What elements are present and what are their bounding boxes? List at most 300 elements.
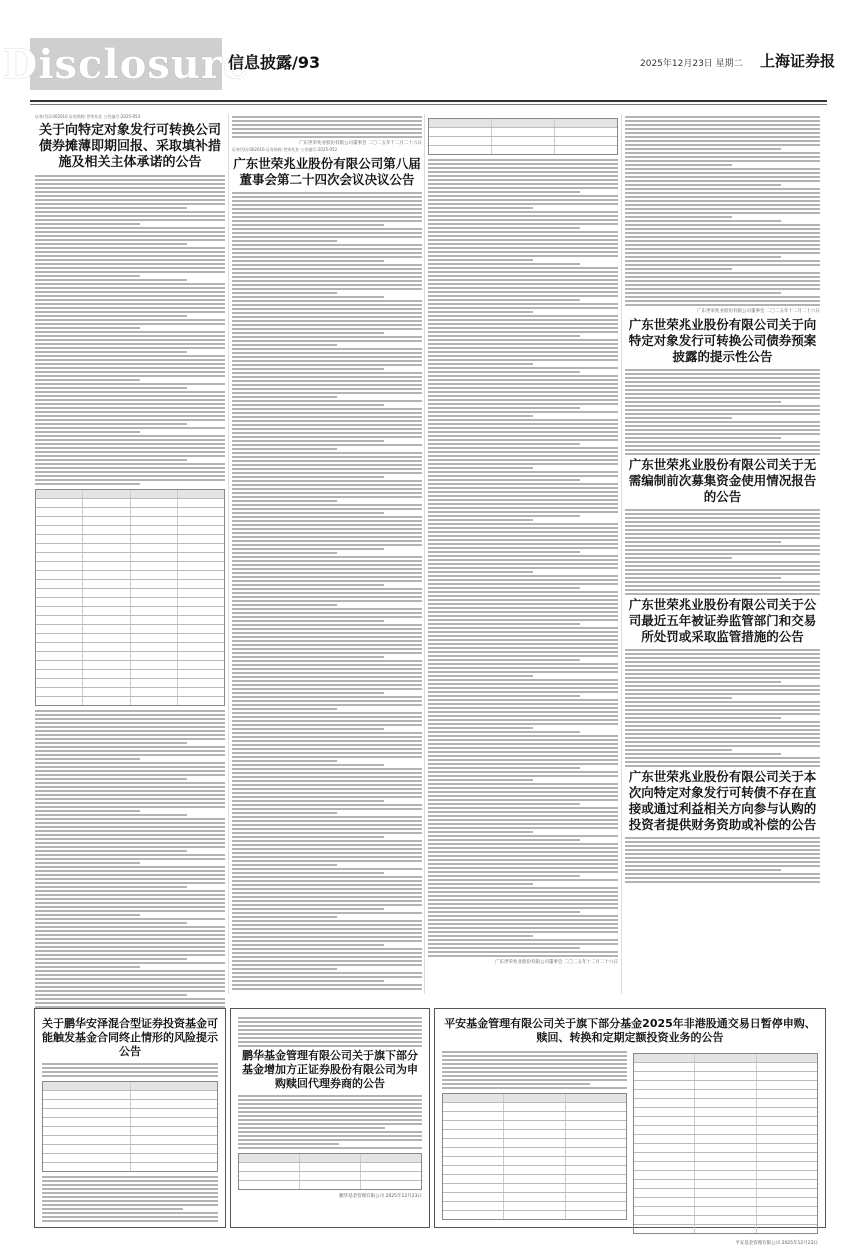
- table-row: [239, 1181, 421, 1189]
- table-cell: [83, 490, 130, 498]
- table-cell: [504, 1211, 565, 1219]
- text-line: [625, 837, 820, 839]
- text-line: [232, 224, 384, 226]
- text-line: [232, 268, 422, 270]
- table-row: [43, 1136, 217, 1145]
- table-cell: [131, 1091, 218, 1099]
- text-line: [232, 764, 384, 766]
- text-line: [35, 938, 225, 940]
- text-line: [238, 1095, 422, 1097]
- table-cell: [429, 146, 492, 154]
- table-cell: [634, 1054, 695, 1062]
- text-line: [428, 831, 533, 833]
- table-cell: [36, 670, 83, 678]
- text-line: [428, 815, 618, 817]
- table-cell: [178, 526, 224, 534]
- announcement-title: 广东世荣兆业股份有限公司关于无需编制前次募集资金使用情况报告的公告: [628, 457, 817, 504]
- text-line: [232, 600, 422, 602]
- text-line: [625, 877, 820, 879]
- text-line: [625, 861, 820, 863]
- text-line: [625, 208, 820, 210]
- text-line: [428, 459, 618, 461]
- text-line: [428, 191, 580, 193]
- table-row: [36, 526, 224, 535]
- table-row: [36, 553, 224, 562]
- text-line: [35, 483, 140, 485]
- text-line: [428, 727, 533, 729]
- table-row: [443, 1202, 626, 1211]
- table-cell: [83, 643, 130, 651]
- table-cell: [634, 1108, 695, 1116]
- text-line: [428, 779, 533, 781]
- text-line: [232, 684, 422, 686]
- text-line: [35, 774, 225, 776]
- table-cell: [131, 571, 178, 579]
- text-line: [625, 180, 820, 182]
- table-row: [634, 1216, 817, 1225]
- body-text: [625, 649, 820, 767]
- text-line: [35, 810, 140, 812]
- text-line: [625, 397, 820, 399]
- text-line: [35, 407, 225, 409]
- text-line: [625, 156, 820, 158]
- text-line: [428, 683, 618, 685]
- text-line: [232, 968, 337, 970]
- table-cell: [178, 616, 224, 624]
- text-line: [35, 443, 225, 445]
- text-line: [35, 886, 187, 888]
- text-line: [232, 720, 422, 722]
- text-line: [625, 413, 820, 415]
- text-line: [35, 770, 225, 772]
- text-line: [35, 894, 225, 896]
- text-line: [428, 263, 580, 265]
- text-line: [232, 888, 422, 890]
- text-line: [232, 784, 422, 786]
- text-line: [232, 896, 422, 898]
- text-line: [232, 260, 384, 262]
- table-cell: [443, 1175, 504, 1183]
- text-line: [232, 256, 422, 258]
- text-line: [232, 396, 337, 398]
- text-line: [35, 319, 225, 321]
- table-cell: [757, 1072, 817, 1080]
- table-cell: [131, 1109, 218, 1117]
- text-line: [625, 565, 820, 567]
- text-line: [625, 417, 732, 419]
- table-cell: [131, 697, 178, 705]
- text-line: [238, 1099, 422, 1101]
- text-line: [428, 799, 618, 801]
- text-line: [232, 580, 422, 582]
- table-row: [36, 643, 224, 652]
- table-cell: [178, 697, 224, 705]
- text-line: [625, 224, 820, 226]
- table-row: [36, 652, 224, 661]
- text-line: [625, 401, 781, 403]
- table-cell: [83, 679, 130, 687]
- text-line: [428, 387, 618, 389]
- text-line: [232, 852, 422, 854]
- text-line: [232, 532, 422, 534]
- text-line: [232, 704, 422, 706]
- text-line: [625, 385, 820, 387]
- page-header: [0, 0, 857, 95]
- text-line: [428, 703, 618, 705]
- table-cell: [757, 1117, 817, 1125]
- text-line: [428, 919, 618, 921]
- table-row: [443, 1130, 626, 1139]
- text-line: [428, 303, 618, 305]
- text-line: [625, 176, 820, 178]
- table-cell: [36, 625, 83, 633]
- text-line: [35, 463, 225, 465]
- table-cell: [83, 661, 130, 669]
- text-line: [232, 740, 422, 742]
- text-line: [35, 982, 225, 984]
- text-line: [428, 507, 618, 509]
- text-line: [232, 132, 422, 134]
- text-line: [428, 407, 580, 409]
- table-cell: [757, 1090, 817, 1098]
- text-line: [428, 843, 618, 845]
- text-line: [42, 1200, 218, 1202]
- text-line: [625, 136, 820, 138]
- table-row: [634, 1153, 817, 1162]
- text-line: [428, 895, 618, 897]
- text-line: [35, 387, 187, 389]
- text-line: [428, 367, 618, 369]
- table-cell: [757, 1081, 817, 1089]
- table-cell: [757, 1171, 817, 1179]
- text-line: [428, 323, 618, 325]
- text-line: [625, 549, 820, 551]
- text-line: [238, 1103, 422, 1105]
- text-line: [232, 208, 422, 210]
- text-line: [428, 231, 618, 233]
- text-line: [35, 211, 225, 213]
- text-line: [428, 379, 618, 381]
- text-line: [232, 636, 422, 638]
- table-cell: [634, 1063, 695, 1071]
- table-cell: [634, 1126, 695, 1134]
- text-line: [232, 448, 337, 450]
- text-line: [232, 676, 422, 678]
- table-row: [443, 1094, 626, 1103]
- column-2: [232, 114, 422, 992]
- table-cell: [178, 598, 224, 606]
- table-cell: [36, 697, 83, 705]
- table-cell: [131, 1082, 218, 1090]
- text-line: [35, 295, 225, 297]
- text-line: [35, 942, 225, 944]
- text-line: [428, 955, 618, 957]
- text-line: [625, 653, 820, 655]
- table-cell: [36, 571, 83, 579]
- table-cell: [504, 1148, 565, 1156]
- text-line: [428, 823, 618, 825]
- text-line: [232, 788, 422, 790]
- text-line: [35, 479, 225, 481]
- text-line: [428, 535, 618, 537]
- text-line: [232, 364, 422, 366]
- data-table: [42, 1081, 218, 1172]
- text-line: [35, 419, 225, 421]
- table-cell: [695, 1162, 756, 1170]
- table-cell: [131, 688, 178, 696]
- text-line: [35, 231, 225, 233]
- table-cell: [178, 670, 224, 678]
- text-line: [232, 280, 422, 282]
- table-row: [634, 1180, 817, 1189]
- text-line: [35, 395, 225, 397]
- text-line: [232, 596, 422, 598]
- table-cell: [83, 580, 130, 588]
- table-cell: [36, 598, 83, 606]
- text-line: [625, 717, 781, 719]
- text-line: [625, 168, 820, 170]
- text-line: [35, 802, 225, 804]
- text-line: [35, 898, 225, 900]
- text-line: [428, 859, 618, 861]
- text-line: [625, 216, 732, 218]
- text-line: [428, 519, 533, 521]
- text-line: [625, 204, 820, 206]
- text-line: [35, 1002, 225, 1004]
- table-cell: [492, 137, 555, 145]
- text-line: [428, 527, 618, 529]
- table-cell: [178, 553, 224, 561]
- text-line: [232, 772, 422, 774]
- text-line: [42, 1212, 218, 1214]
- text-line: [428, 383, 618, 385]
- body-text: [238, 1095, 422, 1149]
- text-line: [232, 204, 422, 206]
- text-line: [232, 488, 422, 490]
- text-line: [442, 1063, 627, 1065]
- text-line: [232, 528, 422, 530]
- text-line: [232, 648, 422, 650]
- text-line: [232, 512, 384, 514]
- text-line: [428, 923, 618, 925]
- text-line: [232, 376, 422, 378]
- text-line: [428, 687, 618, 689]
- text-line: [442, 1051, 627, 1053]
- section-title: 信息披露/93: [228, 53, 321, 72]
- table-cell: [43, 1109, 131, 1117]
- table-row: [36, 697, 224, 705]
- text-line: [232, 700, 422, 702]
- text-line: [35, 746, 225, 748]
- text-line: [232, 420, 422, 422]
- text-line: [35, 423, 187, 425]
- table-cell: [36, 526, 83, 534]
- table-cell: [757, 1144, 817, 1152]
- table-cell: [492, 128, 555, 136]
- announcement-title: 关于鹏华安泽混合型证券投资基金可能触发基金合同终止情形的风险提示公告: [42, 1017, 218, 1058]
- text-line: [232, 892, 422, 894]
- text-line: [428, 483, 618, 485]
- table-cell: [634, 1153, 695, 1161]
- text-line: [232, 416, 422, 418]
- table-row: [43, 1145, 217, 1154]
- table-cell: [443, 1211, 504, 1219]
- table-cell: [634, 1162, 695, 1170]
- text-line: [35, 742, 187, 744]
- table-cell: [239, 1172, 300, 1180]
- column-3: [428, 114, 618, 966]
- text-line: [232, 652, 422, 654]
- text-line: [232, 336, 422, 338]
- table-cell: [131, 634, 178, 642]
- table-cell: [757, 1207, 817, 1215]
- text-line: [428, 451, 618, 453]
- text-line: [625, 573, 820, 575]
- text-line: [232, 408, 422, 410]
- text-line: [232, 232, 422, 234]
- text-line: [232, 904, 422, 906]
- text-line: [625, 276, 820, 278]
- text-line: [35, 986, 225, 988]
- text-line: [232, 964, 422, 966]
- text-line: [428, 787, 618, 789]
- table-cell: [131, 643, 178, 651]
- table-cell: [131, 517, 178, 525]
- text-line: [232, 320, 422, 322]
- text-line: [35, 962, 225, 964]
- text-line: [238, 1025, 422, 1027]
- text-line: [232, 836, 384, 838]
- table-cell: [695, 1225, 756, 1233]
- text-line: [625, 529, 820, 531]
- text-line: [428, 939, 618, 941]
- text-line: [232, 436, 422, 438]
- text-line: [42, 1196, 218, 1198]
- text-line: [428, 395, 618, 397]
- text-line: [428, 911, 580, 913]
- text-line: [625, 429, 820, 431]
- text-line: [232, 944, 384, 946]
- table-cell: [36, 535, 83, 543]
- table-cell: [504, 1121, 565, 1129]
- column-divider: [424, 114, 425, 994]
- data-table: [238, 1153, 422, 1190]
- text-line: [35, 403, 225, 405]
- text-line: [232, 808, 422, 810]
- table-cell: [131, 670, 178, 678]
- text-line: [232, 760, 337, 762]
- table-cell: [178, 562, 224, 570]
- text-line: [35, 195, 225, 197]
- table-cell: [566, 1184, 626, 1192]
- table-cell: [695, 1180, 756, 1188]
- table-row: [43, 1091, 217, 1100]
- table-cell: [504, 1130, 565, 1138]
- table-cell: [443, 1139, 504, 1147]
- table-cell: [634, 1072, 695, 1080]
- text-line: [42, 1184, 218, 1186]
- table-cell: [131, 562, 178, 570]
- text-line: [232, 900, 422, 902]
- text-line: [625, 669, 820, 671]
- text-line: [232, 716, 422, 718]
- text-line: [238, 1135, 422, 1137]
- text-line: [35, 291, 225, 293]
- text-line: [232, 228, 422, 230]
- text-line: [35, 786, 225, 788]
- text-line: [428, 427, 618, 429]
- text-line: [625, 152, 820, 154]
- table-cell: [695, 1108, 756, 1116]
- text-line: [232, 972, 422, 974]
- text-line: [625, 857, 820, 859]
- text-line: [625, 733, 820, 735]
- table-cell: [361, 1154, 421, 1162]
- text-line: [35, 247, 225, 249]
- text-line: [625, 441, 820, 443]
- text-line: [428, 619, 618, 621]
- text-line: [232, 592, 422, 594]
- text-line: [232, 816, 422, 818]
- text-line: [428, 791, 618, 793]
- text-line: [35, 187, 225, 189]
- text-line: [428, 795, 618, 797]
- text-line: [232, 672, 422, 674]
- text-line: [625, 192, 820, 194]
- text-line: [35, 223, 140, 225]
- text-line: [232, 340, 422, 342]
- text-line: [428, 863, 618, 865]
- text-line: [428, 711, 618, 713]
- text-line: [428, 275, 618, 277]
- text-line: [428, 355, 618, 357]
- table-cell: [239, 1154, 300, 1162]
- text-line: [625, 369, 820, 371]
- table-cell: [504, 1094, 565, 1102]
- text-line: [428, 871, 618, 873]
- table-cell: [492, 146, 555, 154]
- text-line: [442, 1055, 627, 1057]
- text-line: [35, 251, 225, 253]
- text-line: [35, 726, 225, 728]
- text-line: [625, 184, 781, 186]
- text-line: [35, 934, 225, 936]
- text-line: [428, 631, 618, 633]
- text-line: [35, 323, 225, 325]
- text-line: [428, 307, 618, 309]
- text-line: [35, 263, 225, 265]
- table-cell: [634, 1171, 695, 1179]
- table-row: [239, 1163, 421, 1172]
- text-line: [625, 164, 732, 166]
- table-cell: [178, 508, 224, 516]
- text-line: [232, 496, 422, 498]
- table-cell: [504, 1103, 565, 1111]
- text-line: [428, 647, 618, 649]
- text-line: [428, 811, 618, 813]
- text-line: [625, 296, 820, 298]
- text-line: [35, 191, 225, 193]
- text-line: [232, 456, 422, 458]
- text-line: [232, 216, 422, 218]
- table-row: [634, 1171, 817, 1180]
- table-cell: [443, 1103, 504, 1111]
- text-line: [428, 439, 618, 441]
- text-line: [625, 132, 820, 134]
- text-line: [232, 500, 337, 502]
- table-cell: [83, 616, 130, 624]
- announcement-title: 广东世荣兆业股份有限公司关于本次向特定对象发行可转债不存在直接或通过利益相关方向参与认购的投资者提供财务资助或补偿的公告: [628, 769, 817, 832]
